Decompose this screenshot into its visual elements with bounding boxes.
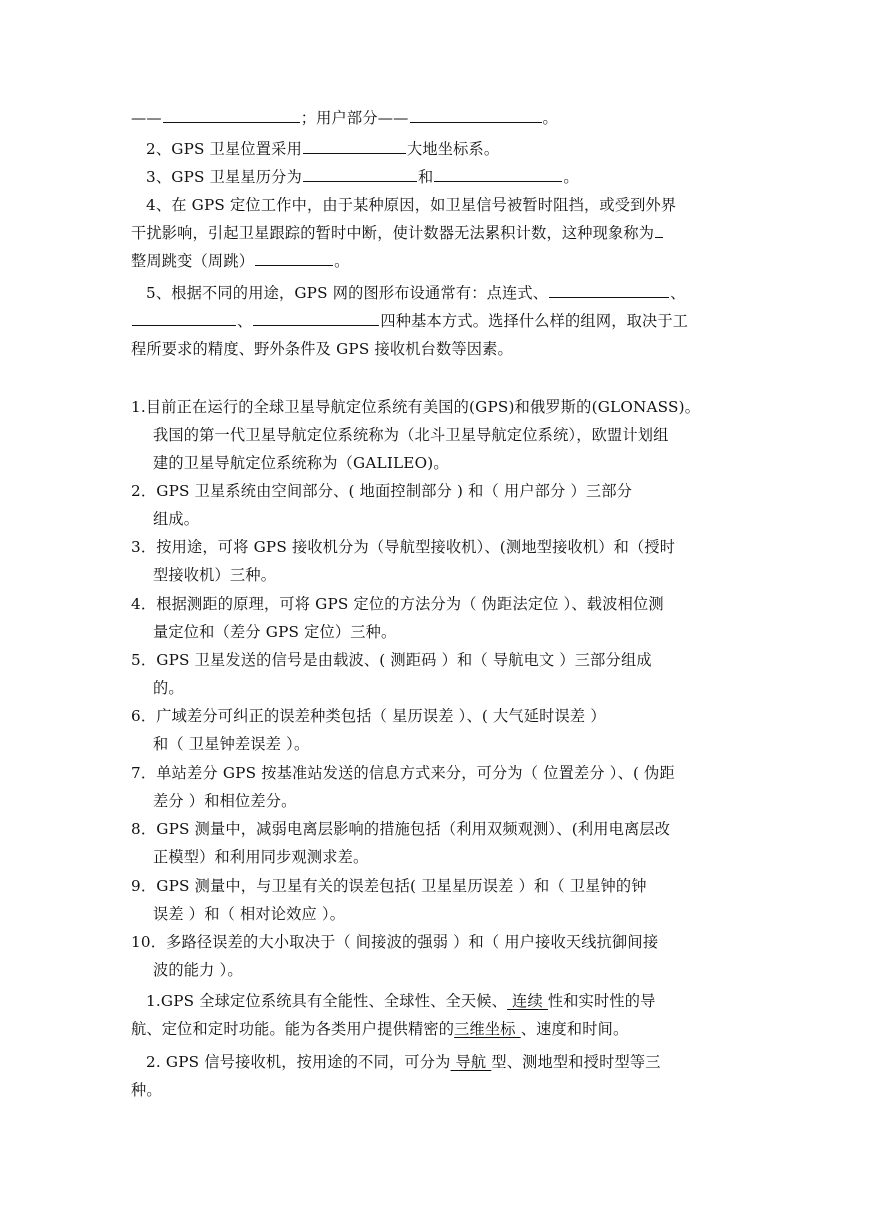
answer-blank <box>410 108 542 123</box>
answer-blank <box>253 311 379 326</box>
underlined-answer: 连续 <box>507 992 548 1010</box>
partA-question-5-line-3: 程所要求的精度、野外条件及 GPS 接收机台数等因素。 <box>131 340 513 358</box>
partB-q8-line-1: 8．GPS 测量中，减弱电离层影响的措施包括（利用双频观测）、(利用电离层改 <box>131 820 671 838</box>
partB-q9-line-1: 9．GPS 测量中，与卫星有关的误差包括( 卫星星历误差 ）和（ 卫星钟的钟 <box>131 877 647 895</box>
partB-q3-line-2: 型接收机）三种。 <box>153 566 277 584</box>
partA-question-4-line-1: 4、在 GPS 定位工作中，由于某种原因，如卫星信号被暂时阻挡，或受到外界 <box>146 196 677 214</box>
partA-question-5-line-2: 、 四种基本方式。选择什么样的组网，取决于工 <box>131 311 688 331</box>
partC-q2-line-1: 2. GPS 信号接收机，按用途的不同，可分为 导航 型、测地型和授时型等三 <box>146 1053 661 1071</box>
partA-line-1: —— ；用户部分—— 。 <box>131 109 558 127</box>
partA-question-4-line-2: 干扰影响，引起卫星跟踪的暂时中断，使计数器无法累积计数，这种现象称为 <box>131 223 664 243</box>
partB-q4-line-1: 4．根据测距的原理，可将 GPS 定位的方法分为（ 伪距法定位 ）、载波相位测 <box>131 595 664 613</box>
partA-question-4-line-3: 整周跳变（周跳） 。 <box>131 252 350 270</box>
answer-blank <box>163 108 300 123</box>
partB-q10-line-2: 波的能力 ）。 <box>153 961 243 979</box>
answer-blank <box>655 223 663 238</box>
partC-q1-line-2: 航、定位和定时功能。能为各类用户提供精密的三维坐标 、速度和时间。 <box>131 1020 629 1038</box>
partB-q6-line-1: 6．广域差分可纠正的误差种类包括（ 星历误差 ）、( 大气延时误差 ） <box>131 707 606 725</box>
partB-q10-line-1: 10．多路径误差的大小取决于（ 间接波的强弱 ）和（ 用户接收天线抗御间接 <box>131 933 659 951</box>
underlined-answer: 导航 <box>450 1053 492 1071</box>
partB-q7-line-2: 差分 ）和相位差分。 <box>153 792 297 810</box>
answer-blank <box>303 167 417 182</box>
partB-q4-line-2: 量定位和（差分 GPS 定位）三种。 <box>153 623 397 641</box>
partB-q3-line-1: 3．按用途，可将 GPS 接收机分为（导航型接收机）、(测地型接收机）和（授时 <box>131 538 676 556</box>
answer-blank <box>549 283 669 298</box>
partC-q2-line-2: 种。 <box>131 1081 162 1099</box>
partB-q9-line-2: 误差 ）和（ 相对论效应 ）。 <box>153 905 346 923</box>
underlined-answer: 三维坐标 <box>454 1020 521 1038</box>
partA-question-3: 3、GPS 卫星星历分为 和 。 <box>146 168 579 186</box>
partB-q1-line-2: 我国的第一代卫星导航定位系统称为（北斗卫星导航定位系统），欧盟计划组 <box>153 426 669 444</box>
partB-q2-line-2: 组成。 <box>153 510 200 528</box>
partC-q1-line-1: 1.GPS 全球定位系统具有全能性、全球性、全天候、 连续 性和实时性的导 <box>146 992 656 1010</box>
partB-q1-line-3: 建的卫星导航定位系统称为（GALILEO)。 <box>153 454 449 472</box>
partB-q2-line-1: 2．GPS 卫星系统由空间部分、( 地面控制部分 ) 和（ 用户部分 ）三部分 <box>131 482 633 500</box>
answer-blank <box>434 167 562 182</box>
answer-blank <box>132 311 236 326</box>
partB-q1-line-1: 1.目前正在运行的全球卫星导航定位系统有美国的(GPS)和俄罗斯的(GLONASS)。 <box>131 398 701 416</box>
partA-question-5-line-1: 5、根据不同的用途，GPS 网的图形布设通常有：点连式、 、 <box>146 284 686 302</box>
partB-q6-line-2: 和（ 卫星钟差误差 ）。 <box>153 735 310 753</box>
partB-q5-line-2: 的。 <box>153 679 184 697</box>
answer-blank <box>303 139 406 154</box>
partB-q5-line-1: 5．GPS 卫星发送的信号是由载波、( 测距码 ）和（ 导航电文 ）三部分组成 <box>131 651 652 669</box>
partB-q7-line-1: 7．单站差分 GPS 按基准站发送的信息方式来分，可分为（ 位置差分 ）、( 伪距 <box>131 764 675 782</box>
answer-blank <box>255 251 333 266</box>
partA-question-2: 2、GPS 卫星位置采用 大地坐标系。 <box>146 140 500 158</box>
partB-q8-line-2: 正模型）和利用同步观测求差。 <box>153 848 369 866</box>
